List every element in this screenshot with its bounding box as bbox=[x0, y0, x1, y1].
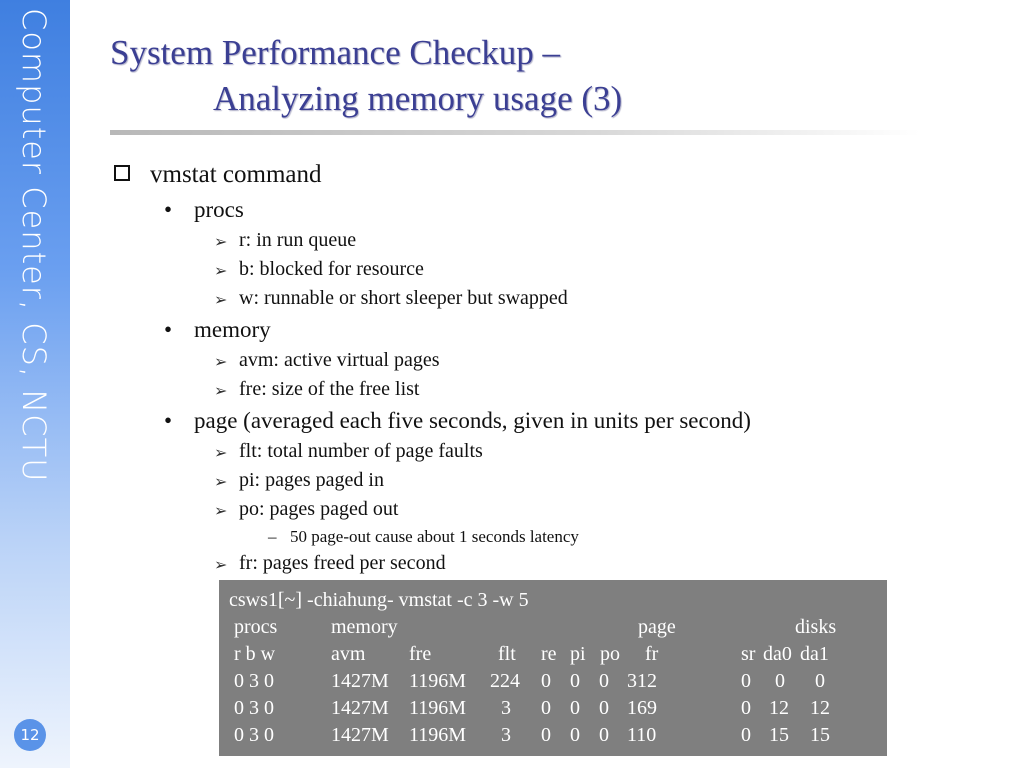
slide-content bbox=[110, 157, 990, 578]
bullet-vmstat-command bbox=[110, 157, 990, 193]
dot-bullet-icon: • bbox=[164, 317, 173, 342]
dash-bullet-icon: – bbox=[268, 527, 277, 546]
cell: 0 bbox=[570, 670, 580, 692]
command-text: csws1[~] -chiahung- vmstat -c 3 -w 5 bbox=[229, 589, 529, 611]
title-line-1: System Performance Checkup – bbox=[110, 33, 561, 72]
cell: 0 bbox=[541, 670, 551, 692]
col-sr: sr bbox=[741, 643, 756, 665]
cell: 1427M bbox=[331, 697, 389, 719]
item-text: w: runnable or short sleeper but swapped bbox=[239, 287, 568, 309]
col-re: re bbox=[541, 643, 557, 665]
cell: 0 bbox=[815, 670, 825, 692]
list-item bbox=[110, 549, 990, 578]
arrow-bullet-icon: ➢ bbox=[214, 232, 228, 251]
list-item bbox=[110, 466, 990, 495]
column-header-row bbox=[219, 641, 887, 668]
cell: 224 bbox=[490, 670, 520, 692]
cell: 312 bbox=[627, 670, 657, 692]
cell: 0 bbox=[741, 670, 751, 692]
col-fre: fre bbox=[409, 643, 432, 665]
group-memory: memory bbox=[331, 616, 398, 638]
cell: 0 bbox=[741, 724, 751, 746]
item-text: fre: size of the free list bbox=[239, 378, 420, 400]
arrow-bullet-icon: ➢ bbox=[214, 261, 228, 280]
arrow-bullet-icon: ➢ bbox=[214, 501, 228, 520]
item-text: avm: active virtual pages bbox=[239, 349, 440, 371]
list-item bbox=[110, 437, 990, 466]
sidebar bbox=[0, 0, 70, 768]
col-po: po bbox=[600, 643, 620, 665]
cell: 1427M bbox=[331, 670, 389, 692]
list-item bbox=[110, 284, 990, 313]
list-item bbox=[110, 346, 990, 375]
cell: 15 bbox=[810, 724, 830, 746]
col-flt: flt bbox=[498, 643, 516, 665]
title-divider bbox=[110, 130, 920, 135]
cell: 0 bbox=[541, 724, 551, 746]
group-procs: procs bbox=[234, 616, 278, 638]
cell: 0 3 0 bbox=[234, 670, 274, 692]
group-page: page bbox=[638, 616, 676, 638]
item-text: b: blocked for resource bbox=[239, 258, 424, 280]
item-text: pi: pages paged in bbox=[239, 469, 384, 491]
cell: 0 3 0 bbox=[234, 724, 274, 746]
bullet-text: memory bbox=[194, 317, 271, 342]
bullet-text: procs bbox=[194, 197, 244, 222]
bullet-text: page (averaged each five seconds, given in units per second) bbox=[194, 408, 751, 433]
checkbox-bullet-icon bbox=[114, 165, 130, 181]
arrow-bullet-icon: ➢ bbox=[214, 352, 228, 371]
cell: 0 bbox=[570, 724, 580, 746]
bullet-text: vmstat command bbox=[150, 161, 322, 188]
cell: 0 bbox=[599, 670, 609, 692]
bullet-page bbox=[110, 404, 990, 437]
cell: 0 bbox=[775, 670, 785, 692]
list-item bbox=[110, 255, 990, 284]
cell: 1196M bbox=[409, 724, 467, 746]
dot-bullet-icon: • bbox=[164, 408, 173, 433]
col-pi: pi bbox=[570, 643, 586, 665]
col-rbw: r b w bbox=[234, 643, 276, 665]
col-avm: avm bbox=[331, 643, 366, 665]
dot-bullet-icon: • bbox=[164, 197, 173, 222]
arrow-bullet-icon: ➢ bbox=[214, 290, 228, 309]
item-text: po: pages paged out bbox=[239, 498, 399, 520]
cell: 169 bbox=[627, 697, 657, 719]
cell: 15 bbox=[769, 724, 789, 746]
command-line bbox=[219, 587, 887, 614]
cell: 0 bbox=[599, 724, 609, 746]
cell: 1427M bbox=[331, 724, 389, 746]
cell: 12 bbox=[769, 697, 789, 719]
bullet-procs bbox=[110, 193, 990, 226]
arrow-bullet-icon: ➢ bbox=[214, 381, 228, 400]
arrow-bullet-icon: ➢ bbox=[214, 472, 228, 491]
list-item bbox=[110, 375, 990, 404]
cell: 3 bbox=[501, 724, 511, 746]
group-disks: disks bbox=[795, 616, 837, 638]
cell: 3 bbox=[501, 697, 511, 719]
item-text: flt: total number of page faults bbox=[239, 440, 483, 462]
cell: 0 bbox=[541, 697, 551, 719]
cell: 1196M bbox=[409, 697, 467, 719]
cell: 110 bbox=[627, 724, 657, 746]
cell: 12 bbox=[810, 697, 830, 719]
table-row bbox=[219, 668, 887, 695]
cell: 0 bbox=[570, 697, 580, 719]
cell: 0 3 0 bbox=[234, 697, 274, 719]
list-item bbox=[110, 226, 990, 255]
cell: 1196M bbox=[409, 670, 467, 692]
cell: 0 bbox=[741, 697, 751, 719]
bullet-memory bbox=[110, 313, 990, 346]
title-line-2: Analyzing memory usage (3) bbox=[213, 79, 623, 118]
col-da1: da1 bbox=[800, 643, 829, 665]
note-text: 50 page-out cause about 1 seconds latency bbox=[290, 527, 579, 546]
sidebar-vertical-text: Computer Center, CS, NCTU bbox=[15, 8, 53, 483]
sub-note bbox=[110, 524, 990, 549]
item-text: r: in run queue bbox=[239, 229, 357, 251]
vmstat-output-box bbox=[219, 580, 887, 756]
col-fr: fr bbox=[645, 643, 659, 665]
table-row bbox=[219, 722, 887, 749]
col-da0: da0 bbox=[763, 643, 792, 665]
list-item bbox=[110, 495, 990, 524]
page-number-badge: 12 bbox=[14, 719, 46, 751]
table-row bbox=[219, 695, 887, 722]
item-text: fr: pages freed per second bbox=[239, 552, 446, 574]
slide-title bbox=[110, 30, 622, 122]
arrow-bullet-icon: ➢ bbox=[214, 555, 228, 574]
cell: 0 bbox=[599, 697, 609, 719]
arrow-bullet-icon: ➢ bbox=[214, 443, 228, 462]
group-header-row bbox=[219, 614, 887, 641]
